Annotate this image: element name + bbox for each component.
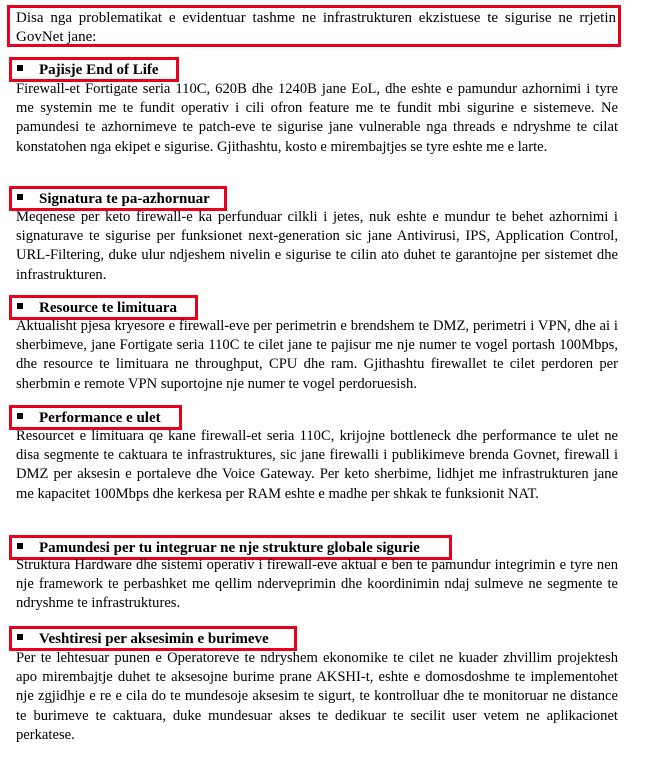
bullet-icon [17, 543, 23, 549]
bullet-icon [17, 634, 23, 640]
section-paragraph-limited-resources: Aktualisht pjesa kryesore e firewall-eve per perimetrin e brendshem te DMZ, perimetri i VPN, dhe ai i sherbimeve, jane Fortigate seria 110C te cilet jane te pajisur me nje numer te vogel portash 100Mbps, dhe resource te limituara ne throughput, CPU dhe ram. Gjithashtu firewallet te cilet perdoren per sherbmin e remote VPN suportojne nje numer te vogel perdoruesish. [16, 318, 618, 392]
bullet-icon [17, 413, 23, 419]
section-paragraph-integration: Struktura Hardware dhe sistemi operativ i firewall-eve aktual e ben te pamundur integrimin e tyre nen nje framework te perbashket me qellim nderveprimin dhe koordinimin ndaj sulmeve ne segmente te ndryshme te infrastruktures. [16, 557, 618, 612]
bullet-icon [17, 303, 23, 309]
bullet-icon [17, 194, 23, 200]
heading-text: Veshtiresi per aksesimin e burimeve [39, 631, 269, 647]
section-paragraph-end-of-life: Firewall-et Fortigate seria 110C, 620B dhe 1240B jane EoL, dhe eshte e pamundur azhornimi i tyre me systemin me te fundit operativ i cili ofron feature me te fundit mbi sigurine e sistemeve. Ne pamundesi te azhornimeve te patch-eve te sigurise jane vulnerable nga threads e ndryshme te cilat konstatohen nga ekipet e sigurise. Gjithashtu, kosto e mirembajtjes se tyre eshte me e larte. [16, 81, 618, 155]
section-paragraph-signatures: Meqenese per keto firewall-e ka perfunduar cilkli i jetes, nuk eshte e mundur te behet azhornimi i signaturave te sigurise per funksionet next-generation sic jane Antivirusi, IPS, Application Control, URL-Filtering, duke ulur ndjeshem nivelin e sigurise te cilin ato duhet te garantojne per sistemet dhe infrastrukturen. [16, 209, 618, 283]
heading-text: Pajisje End of Life [39, 62, 159, 78]
section-paragraph-resource-access: Per te lehtesuar punen e Operatoreve te ndryshem ekonomike te cilet ne kuader zhvillim projektesh apo mirembajtje duhet te aksesojne burime prane AKSHI-t, eshte e domosdoshme te implementohet nje zgjidhje e re e cila do te mundesoje aksesim te sigurt, te kontrolluar dhe te monitoruar ne distance te burimeve te caktuara, duke mundesuar akses te dedikuar te secilit user vetem ne aplikacionet perkatese. [16, 650, 618, 743]
section-paragraph-low-performance: Resourcet e limituara qe kane firewall-et seria 110C, krijojne bottleneck dhe performance te ulet ne disa segmente te caktuara te infrastruktures, sic jane firewalli i publikimeve brenda Govnet, firewall i DMZ per aksesin e portaleve dhe Voice Gateway. Per keto sherbime, lidhjet me infrastrukturen jane me kapacitet 100Mbps dhe kerkesa per RAM eshte e madhe per shkak te funksionit NAT. [16, 428, 618, 502]
intro-paragraph: Disa nga problematikat e evidentuar tashme ne infrastrukturen ekzistuese te sigurise ne rrjetin GovNet jane: [16, 10, 616, 45]
section-heading-low-performance [17, 409, 161, 428]
section-heading-end-of-life [17, 61, 159, 80]
heading-text: Pamundesi per tu integruar ne nje strukture globale sigurie [39, 540, 420, 556]
heading-text: Signatura te pa-azhornuar [39, 191, 210, 207]
section-heading-resource-access [17, 630, 269, 649]
heading-text: Performance e ulet [39, 410, 161, 426]
bullet-icon [17, 65, 23, 71]
heading-text: Resource te limituara [39, 300, 178, 316]
section-heading-limited-resources [17, 299, 177, 318]
section-heading-signatures [17, 190, 210, 209]
